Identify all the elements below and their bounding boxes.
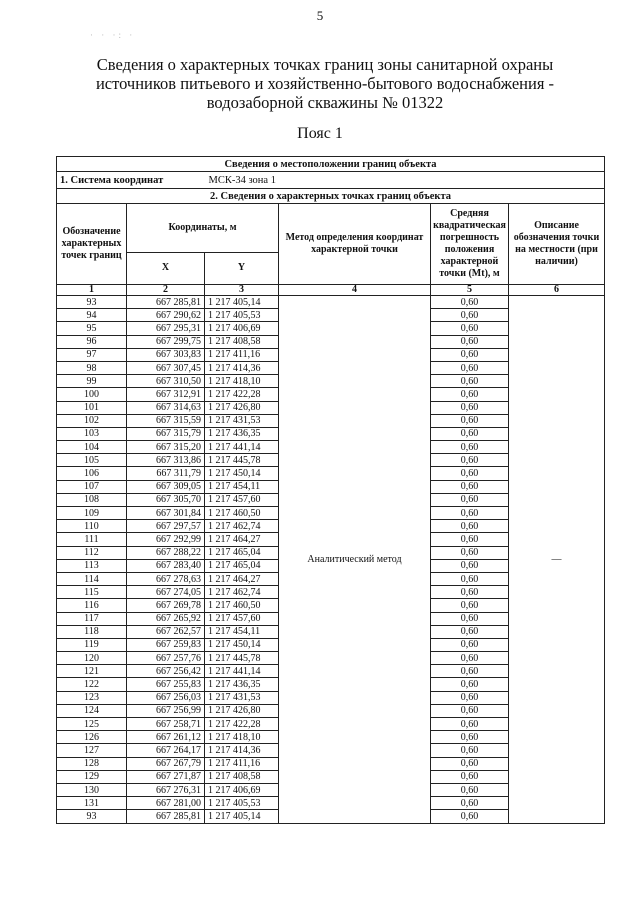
coord-system-label: 1. Система координат (57, 172, 205, 189)
coord-x-cell: 667 305,70 (127, 493, 205, 506)
section2-title: 2. Сведения о характерных точках границ объекта (57, 189, 605, 204)
coord-x-cell: 667 292,99 (127, 533, 205, 546)
point-id-cell: 99 (57, 375, 127, 388)
point-id-cell: 93 (57, 296, 127, 309)
coord-x-cell: 667 290,62 (127, 309, 205, 322)
accuracy-cell: 0,60 (431, 480, 509, 493)
point-id-cell: 117 (57, 612, 127, 625)
coord-y-cell: 1 217 450,14 (205, 467, 279, 480)
coord-y-cell: 1 217 454,11 (205, 625, 279, 638)
header-coordinates: Координаты, м (127, 204, 279, 253)
coord-x-cell: 667 256,03 (127, 691, 205, 704)
coord-x-cell: 667 262,57 (127, 625, 205, 638)
coord-x-cell: 667 259,83 (127, 638, 205, 651)
point-id-cell: 104 (57, 441, 127, 454)
coord-y-cell: 1 217 408,58 (205, 770, 279, 783)
coord-y-cell: 1 217 445,78 (205, 652, 279, 665)
coord-y-cell: 1 217 411,16 (205, 348, 279, 361)
coord-x-cell: 667 307,45 (127, 361, 205, 374)
coord-y-cell: 1 217 462,74 (205, 520, 279, 533)
point-id-cell: 125 (57, 718, 127, 731)
coord-y-cell: 1 217 418,10 (205, 375, 279, 388)
point-id-cell: 121 (57, 665, 127, 678)
coord-system-value: МСК-34 зона 1 (205, 172, 605, 189)
accuracy-cell: 0,60 (431, 810, 509, 823)
accuracy-cell: 0,60 (431, 401, 509, 414)
point-id-cell: 97 (57, 348, 127, 361)
coord-x-cell: 667 278,63 (127, 572, 205, 585)
coord-y-cell: 1 217 462,74 (205, 586, 279, 599)
coord-x-cell: 667 276,31 (127, 783, 205, 796)
point-id-cell: 122 (57, 678, 127, 691)
coord-x-cell: 667 301,84 (127, 507, 205, 520)
coord-y-cell: 1 217 414,36 (205, 361, 279, 374)
page-number: 5 (316, 8, 324, 23)
coord-x-cell: 667 274,05 (127, 586, 205, 599)
point-id-cell: 119 (57, 638, 127, 651)
coord-y-cell: 1 217 465,04 (205, 559, 279, 572)
accuracy-cell: 0,60 (431, 599, 509, 612)
coord-y-cell: 1 217 436,35 (205, 678, 279, 691)
accuracy-cell: 0,60 (431, 520, 509, 533)
coord-x-cell: 667 297,57 (127, 520, 205, 533)
coord-y-cell: 1 217 414,36 (205, 744, 279, 757)
coord-x-cell: 667 256,99 (127, 704, 205, 717)
header-y: Y (205, 252, 279, 284)
coord-y-cell: 1 217 422,28 (205, 388, 279, 401)
coord-x-cell: 667 285,81 (127, 296, 205, 309)
coord-x-cell: 667 283,40 (127, 559, 205, 572)
coord-x-cell: 667 310,50 (127, 375, 205, 388)
coord-y-cell: 1 217 450,14 (205, 638, 279, 651)
coord-y-cell: 1 217 426,80 (205, 401, 279, 414)
point-id-cell: 124 (57, 704, 127, 717)
coord-x-cell: 667 314,63 (127, 401, 205, 414)
accuracy-cell: 0,60 (431, 493, 509, 506)
coord-x-cell: 667 315,20 (127, 441, 205, 454)
accuracy-cell: 0,60 (431, 665, 509, 678)
accuracy-cell: 0,60 (431, 309, 509, 322)
header-description: Описание обозначения точки на местности (при наличии) (509, 204, 605, 285)
accuracy-cell: 0,60 (431, 533, 509, 546)
point-id-cell: 95 (57, 322, 127, 335)
accuracy-cell: 0,60 (431, 348, 509, 361)
coord-x-cell: 667 315,59 (127, 414, 205, 427)
coord-y-cell: 1 217 465,04 (205, 546, 279, 559)
coord-y-cell: 1 217 460,50 (205, 599, 279, 612)
col-number-2: 2 (127, 285, 205, 296)
point-id-cell: 131 (57, 797, 127, 810)
accuracy-cell: 0,60 (431, 467, 509, 480)
point-id-cell: 123 (57, 691, 127, 704)
accuracy-cell: 0,60 (431, 335, 509, 348)
coord-y-cell: 1 217 457,60 (205, 493, 279, 506)
accuracy-cell: 0,60 (431, 414, 509, 427)
coord-y-cell: 1 217 460,50 (205, 507, 279, 520)
accuracy-cell: 0,60 (431, 731, 509, 744)
point-id-cell: 114 (57, 572, 127, 585)
point-id-cell: 116 (57, 599, 127, 612)
coord-x-cell: 667 311,79 (127, 467, 205, 480)
coord-y-cell: 1 217 431,53 (205, 691, 279, 704)
coord-y-cell: 1 217 408,58 (205, 335, 279, 348)
coord-y-cell: 1 217 405,53 (205, 309, 279, 322)
coord-y-cell: 1 217 441,14 (205, 441, 279, 454)
coord-y-cell: 1 217 454,11 (205, 480, 279, 493)
coord-x-cell: 667 281,00 (127, 797, 205, 810)
point-id-cell: 93 (57, 810, 127, 823)
accuracy-cell: 0,60 (431, 388, 509, 401)
header-accuracy: Средняя квадратическая погрешность положения характерной точки (Mt), м (431, 204, 509, 285)
accuracy-cell: 0,60 (431, 744, 509, 757)
point-id-cell: 102 (57, 414, 127, 427)
coord-y-cell: 1 217 464,27 (205, 533, 279, 546)
document-title: Сведения о характерных точках границ зоны санитарной охраны источников питьевого и хозяйственно-бытового водоснабжения - водозаборной скважины № 01322 (95, 55, 555, 112)
point-id-cell: 106 (57, 467, 127, 480)
accuracy-cell: 0,60 (431, 704, 509, 717)
accuracy-cell: 0,60 (431, 691, 509, 704)
accuracy-cell: 0,60 (431, 507, 509, 520)
coord-y-cell: 1 217 406,69 (205, 322, 279, 335)
coord-y-cell: 1 217 457,60 (205, 612, 279, 625)
accuracy-cell: 0,60 (431, 361, 509, 374)
accuracy-cell: 0,60 (431, 718, 509, 731)
coord-x-cell: 667 312,91 (127, 388, 205, 401)
accuracy-cell: 0,60 (431, 559, 509, 572)
section1-title: Сведения о местоположении границ объекта (57, 157, 605, 172)
accuracy-cell: 0,60 (431, 797, 509, 810)
point-id-cell: 128 (57, 757, 127, 770)
point-id-cell: 101 (57, 401, 127, 414)
scan-specks: · · ·: · (90, 30, 136, 40)
accuracy-cell: 0,60 (431, 441, 509, 454)
accuracy-cell: 0,60 (431, 770, 509, 783)
coord-x-cell: 667 269,78 (127, 599, 205, 612)
coord-x-cell: 667 315,79 (127, 427, 205, 440)
accuracy-cell: 0,60 (431, 375, 509, 388)
coord-x-cell: 667 309,05 (127, 480, 205, 493)
accuracy-cell: 0,60 (431, 586, 509, 599)
accuracy-cell: 0,60 (431, 783, 509, 796)
coord-x-cell: 667 288,22 (127, 546, 205, 559)
coord-x-cell: 667 258,71 (127, 718, 205, 731)
accuracy-cell: 0,60 (431, 678, 509, 691)
header-x: X (127, 252, 205, 284)
point-id-cell: 112 (57, 546, 127, 559)
point-id-cell: 105 (57, 454, 127, 467)
boundary-points-table (56, 156, 605, 824)
col-number-4: 4 (279, 285, 431, 296)
coord-x-cell: 667 285,81 (127, 810, 205, 823)
coord-x-cell: 667 295,31 (127, 322, 205, 335)
table-row (57, 296, 605, 309)
point-id-cell: 113 (57, 559, 127, 572)
coord-y-cell: 1 217 411,16 (205, 757, 279, 770)
accuracy-cell: 0,60 (431, 757, 509, 770)
point-id-cell: 100 (57, 388, 127, 401)
header-point-designation: Обозначение характерных точек границ (57, 204, 127, 285)
point-id-cell: 96 (57, 335, 127, 348)
coord-x-cell: 667 299,75 (127, 335, 205, 348)
accuracy-cell: 0,60 (431, 652, 509, 665)
coord-y-cell: 1 217 445,78 (205, 454, 279, 467)
point-id-cell: 110 (57, 520, 127, 533)
accuracy-cell: 0,60 (431, 454, 509, 467)
col-number-6: 6 (509, 285, 605, 296)
point-id-cell: 126 (57, 731, 127, 744)
point-id-cell: 94 (57, 309, 127, 322)
point-id-cell: 118 (57, 625, 127, 638)
coord-x-cell: 667 261,12 (127, 731, 205, 744)
col-number-5: 5 (431, 285, 509, 296)
accuracy-cell: 0,60 (431, 322, 509, 335)
coord-x-cell: 667 255,83 (127, 678, 205, 691)
point-id-cell: 120 (57, 652, 127, 665)
belt-subtitle: Пояс 1 (297, 125, 343, 142)
point-id-cell: 115 (57, 586, 127, 599)
point-id-cell: 98 (57, 361, 127, 374)
coord-y-cell: 1 217 405,53 (205, 797, 279, 810)
point-id-cell: 107 (57, 480, 127, 493)
point-id-cell: 111 (57, 533, 127, 546)
description-cell: — (509, 296, 605, 824)
point-id-cell: 109 (57, 507, 127, 520)
accuracy-cell: 0,60 (431, 625, 509, 638)
coord-y-cell: 1 217 426,80 (205, 704, 279, 717)
accuracy-cell: 0,60 (431, 546, 509, 559)
coord-y-cell: 1 217 436,35 (205, 427, 279, 440)
method-cell: Аналитический метод (279, 296, 431, 824)
coord-y-cell: 1 217 441,14 (205, 665, 279, 678)
accuracy-cell: 0,60 (431, 612, 509, 625)
col-number-3: 3 (205, 285, 279, 296)
coord-x-cell: 667 271,87 (127, 770, 205, 783)
point-id-cell: 129 (57, 770, 127, 783)
col-number-1: 1 (57, 285, 127, 296)
coord-y-cell: 1 217 422,28 (205, 718, 279, 731)
coord-y-cell: 1 217 418,10 (205, 731, 279, 744)
header-method: Метод определения координат характерной точки (279, 204, 431, 285)
point-id-cell: 127 (57, 744, 127, 757)
coord-y-cell: 1 217 406,69 (205, 783, 279, 796)
coord-y-cell: 1 217 464,27 (205, 572, 279, 585)
point-id-cell: 130 (57, 783, 127, 796)
coord-x-cell: 667 313,86 (127, 454, 205, 467)
coord-x-cell: 667 265,92 (127, 612, 205, 625)
point-id-cell: 103 (57, 427, 127, 440)
coord-x-cell: 667 264,17 (127, 744, 205, 757)
coord-x-cell: 667 257,76 (127, 652, 205, 665)
accuracy-cell: 0,60 (431, 427, 509, 440)
coord-x-cell: 667 267,79 (127, 757, 205, 770)
accuracy-cell: 0,60 (431, 296, 509, 309)
coord-y-cell: 1 217 405,14 (205, 296, 279, 309)
coord-x-cell: 667 303,83 (127, 348, 205, 361)
accuracy-cell: 0,60 (431, 572, 509, 585)
accuracy-cell: 0,60 (431, 638, 509, 651)
coord-x-cell: 667 256,42 (127, 665, 205, 678)
coord-y-cell: 1 217 431,53 (205, 414, 279, 427)
point-id-cell: 108 (57, 493, 127, 506)
coord-y-cell: 1 217 405,14 (205, 810, 279, 823)
